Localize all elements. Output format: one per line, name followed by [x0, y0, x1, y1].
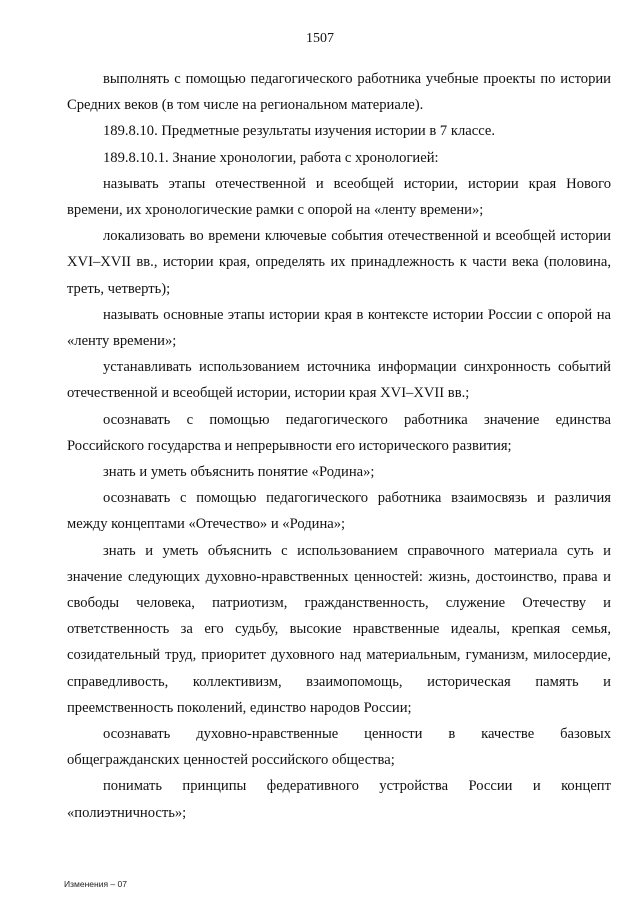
- paragraph: называть этапы отечественной и всеобщей истории, истории края Нового времени, их хронологические рамки с опорой на «ленту времени»;: [67, 175, 611, 219]
- paragraph: выполнять с помощью педагогического работника учебные проекты по истории Средних веков (в том числе на региональном материале).: [67, 71, 611, 114]
- paragraph: понимать принципы федеративного устройства России и концепт «полиэтничность»;: [67, 778, 611, 821]
- paragraph: называть основные этапы истории края в контексте истории России с опорой на «ленту времени»;: [67, 306, 611, 350]
- paragraph: знать и уметь объяснить понятие «Родина»;: [103, 464, 375, 481]
- footer-note: Изменения – 07: [64, 879, 127, 889]
- document-body: [67, 66, 611, 826]
- paragraph: 189.8.10.1. Знание хронологии, работа с хронологией:: [103, 149, 439, 166]
- paragraph: осознавать с помощью педагогического работника взаимосвязь и различия между концептами «Отечество» и «Родина»;: [67, 490, 611, 533]
- paragraph: устанавливать использованием источника информации синхронность событий отечественной и всеобщей истории, истории края XVI–XVII вв.;: [67, 359, 611, 402]
- paragraph: локализовать во времени ключевые события отечественной и всеобщей истории XVI–XVII вв., истории края, определять их принадлежность к части века (половина, треть, четверть);: [67, 228, 611, 297]
- paragraph: осознавать с помощью педагогического работника значение единства Российского государства и непрерывности его исторического развития;: [67, 411, 611, 454]
- page-number: 1507: [306, 31, 334, 46]
- paragraph: осознавать духовно-нравственные ценности в качестве базовых общегражданских ценностей российского общества;: [67, 726, 611, 769]
- paragraph: 189.8.10. Предметные результаты изучения истории в 7 классе.: [103, 123, 495, 140]
- paragraph: знать и уметь объяснить с использованием справочного материала суть и значение следующих духовно-нравственных ценностей: жизнь, достоинство, права и свободы человека, патриотизм, гражданственность, служение Отечеству и ответственность за его судьбу, высокие нравственные идеалы, крепкая семья, созидательный труд, приоритет духовного над материальным, гуманизм, милосердие, справедливость, коллективизм, взаимопомощь, историческая память и преемственность поколений, единство народов России;: [67, 542, 611, 716]
